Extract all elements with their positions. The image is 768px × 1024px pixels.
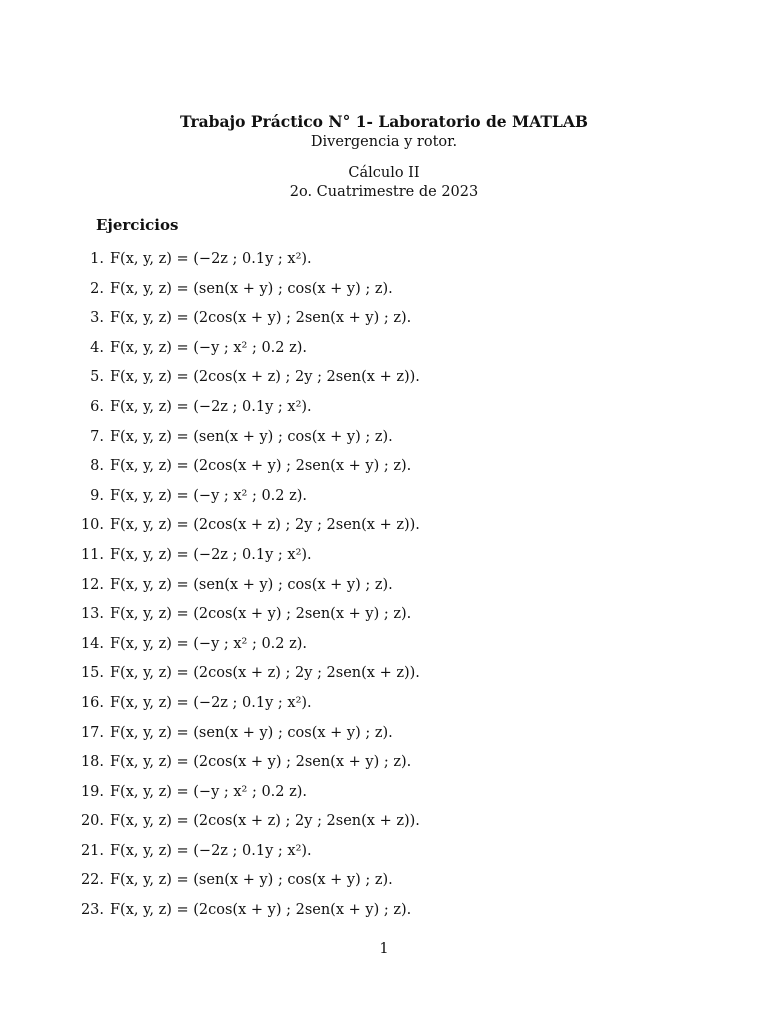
document-subtitle: Divergencia y rotor.	[310, 134, 458, 150]
exercise-number: 21.	[80, 842, 104, 859]
exercise-formula: F(x, y, z) = (2cos(x + z) ; 2y ; 2sen(x + z)).	[110, 369, 420, 386]
exercise-formula: F(x, y, z) = (2cos(x + y) ; 2sen(x + y) ; z).	[110, 754, 412, 771]
exercise-item	[70, 753, 710, 783]
exercise-formula: F(x, y, z) = (sen(x + y) ; cos(x + y) ; z).	[110, 872, 393, 889]
exercise-number: 4.	[90, 339, 104, 356]
exercise-formula: F(x, y, z) = (2cos(x + y) ; 2sen(x + y) ; z).	[110, 458, 412, 475]
exercise-number: 10.	[80, 517, 104, 534]
exercise-formula: F(x, y, z) = (2cos(x + y) ; 2sen(x + y) ; z).	[110, 606, 412, 623]
course-name: Cálculo II	[348, 165, 420, 181]
exercise-item	[70, 783, 710, 813]
exercise-number: 18.	[80, 754, 104, 771]
exercise-number: 20.	[80, 813, 104, 830]
exercise-item	[70, 428, 710, 458]
exercise-number: 8.	[90, 458, 104, 475]
exercise-number: 1.	[90, 251, 104, 267]
exercise-number: 11.	[80, 546, 104, 563]
exercise-item	[70, 694, 710, 724]
exercise-item	[70, 398, 710, 428]
exercise-item	[70, 250, 710, 280]
exercise-formula: F(x, y, z) = (−2z ; 0.1y ; x²).	[110, 398, 312, 415]
exercise-formula: F(x, y, z) = (−y ; x² ; 0.2 z).	[110, 635, 308, 652]
exercise-number: 9.	[90, 487, 104, 504]
exercise-number: 23.	[80, 902, 104, 919]
page-number: 1	[379, 941, 389, 957]
exercise-item	[70, 635, 710, 665]
exercise-formula: F(x, y, z) = (2cos(x + y) ; 2sen(x + y) ; z).	[110, 310, 412, 327]
exercise-number: 13.	[80, 606, 104, 623]
exercise-number: 22.	[80, 872, 104, 889]
exercise-formula: F(x, y, z) = (−2z ; 0.1y ; x²).	[110, 842, 312, 859]
exercise-formula: F(x, y, z) = (2cos(x + z) ; 2y ; 2sen(x + z)).	[110, 517, 420, 534]
exercise-item	[70, 487, 710, 517]
exercise-item	[70, 605, 710, 635]
term-label: 2o. Cuatrimestre de 2023	[289, 184, 479, 200]
exercise-item	[70, 516, 710, 546]
section-heading: Ejercicios	[96, 216, 179, 234]
exercise-number: 7.	[90, 428, 104, 445]
exercise-item	[70, 546, 710, 576]
exercise-item	[70, 724, 710, 754]
exercise-formula: F(x, y, z) = (sen(x + y) ; cos(x + y) ; z).	[110, 280, 393, 297]
exercise-formula: F(x, y, z) = (−2z ; 0.1y ; x²).	[110, 694, 312, 711]
exercise-number: 15.	[80, 665, 104, 682]
exercise-number: 2.	[90, 280, 104, 297]
exercise-formula: F(x, y, z) = (sen(x + y) ; cos(x + y) ; z).	[110, 724, 393, 741]
exercise-number: 19.	[80, 783, 104, 800]
exercise-item	[70, 576, 710, 606]
exercise-item	[70, 842, 710, 872]
exercise-item	[70, 871, 710, 901]
exercise-number: 16.	[80, 694, 104, 711]
exercise-item	[70, 368, 710, 398]
exercise-formula: F(x, y, z) = (−y ; x² ; 0.2 z).	[110, 339, 308, 356]
exercise-formula: F(x, y, z) = (−y ; x² ; 0.2 z).	[110, 783, 308, 800]
exercise-number: 17.	[80, 724, 104, 741]
exercise-number: 12.	[80, 576, 104, 593]
exercise-formula: F(x, y, z) = (2cos(x + y) ; 2sen(x + y) ; z).	[110, 902, 412, 919]
exercise-formula: F(x, y, z) = (−2z ; 0.1y ; x²).	[110, 251, 312, 267]
exercise-formula: F(x, y, z) = (sen(x + y) ; cos(x + y) ; z).	[110, 428, 393, 445]
exercise-number: 3.	[90, 310, 104, 327]
exercise-item	[70, 280, 710, 310]
exercise-item	[70, 664, 710, 694]
exercise-formula: F(x, y, z) = (sen(x + y) ; cos(x + y) ; z).	[110, 576, 393, 593]
exercise-item	[70, 901, 710, 931]
exercise-formula: F(x, y, z) = (−2z ; 0.1y ; x²).	[110, 546, 312, 563]
exercise-formula: F(x, y, z) = (2cos(x + z) ; 2y ; 2sen(x + z)).	[110, 813, 420, 830]
exercise-number: 14.	[80, 635, 104, 652]
document-title: Trabajo Práctico N° 1- Laboratorio de MATLAB	[180, 112, 588, 131]
exercise-formula: F(x, y, z) = (−y ; x² ; 0.2 z).	[110, 487, 308, 504]
exercise-item	[70, 309, 710, 339]
exercise-item	[70, 457, 710, 487]
exercise-item	[70, 339, 710, 369]
exercise-list	[70, 250, 710, 931]
exercise-number: 6.	[90, 398, 104, 415]
exercise-item	[70, 812, 710, 842]
exercise-number: 5.	[90, 369, 104, 386]
exercise-formula: F(x, y, z) = (2cos(x + z) ; 2y ; 2sen(x + z)).	[110, 665, 420, 682]
